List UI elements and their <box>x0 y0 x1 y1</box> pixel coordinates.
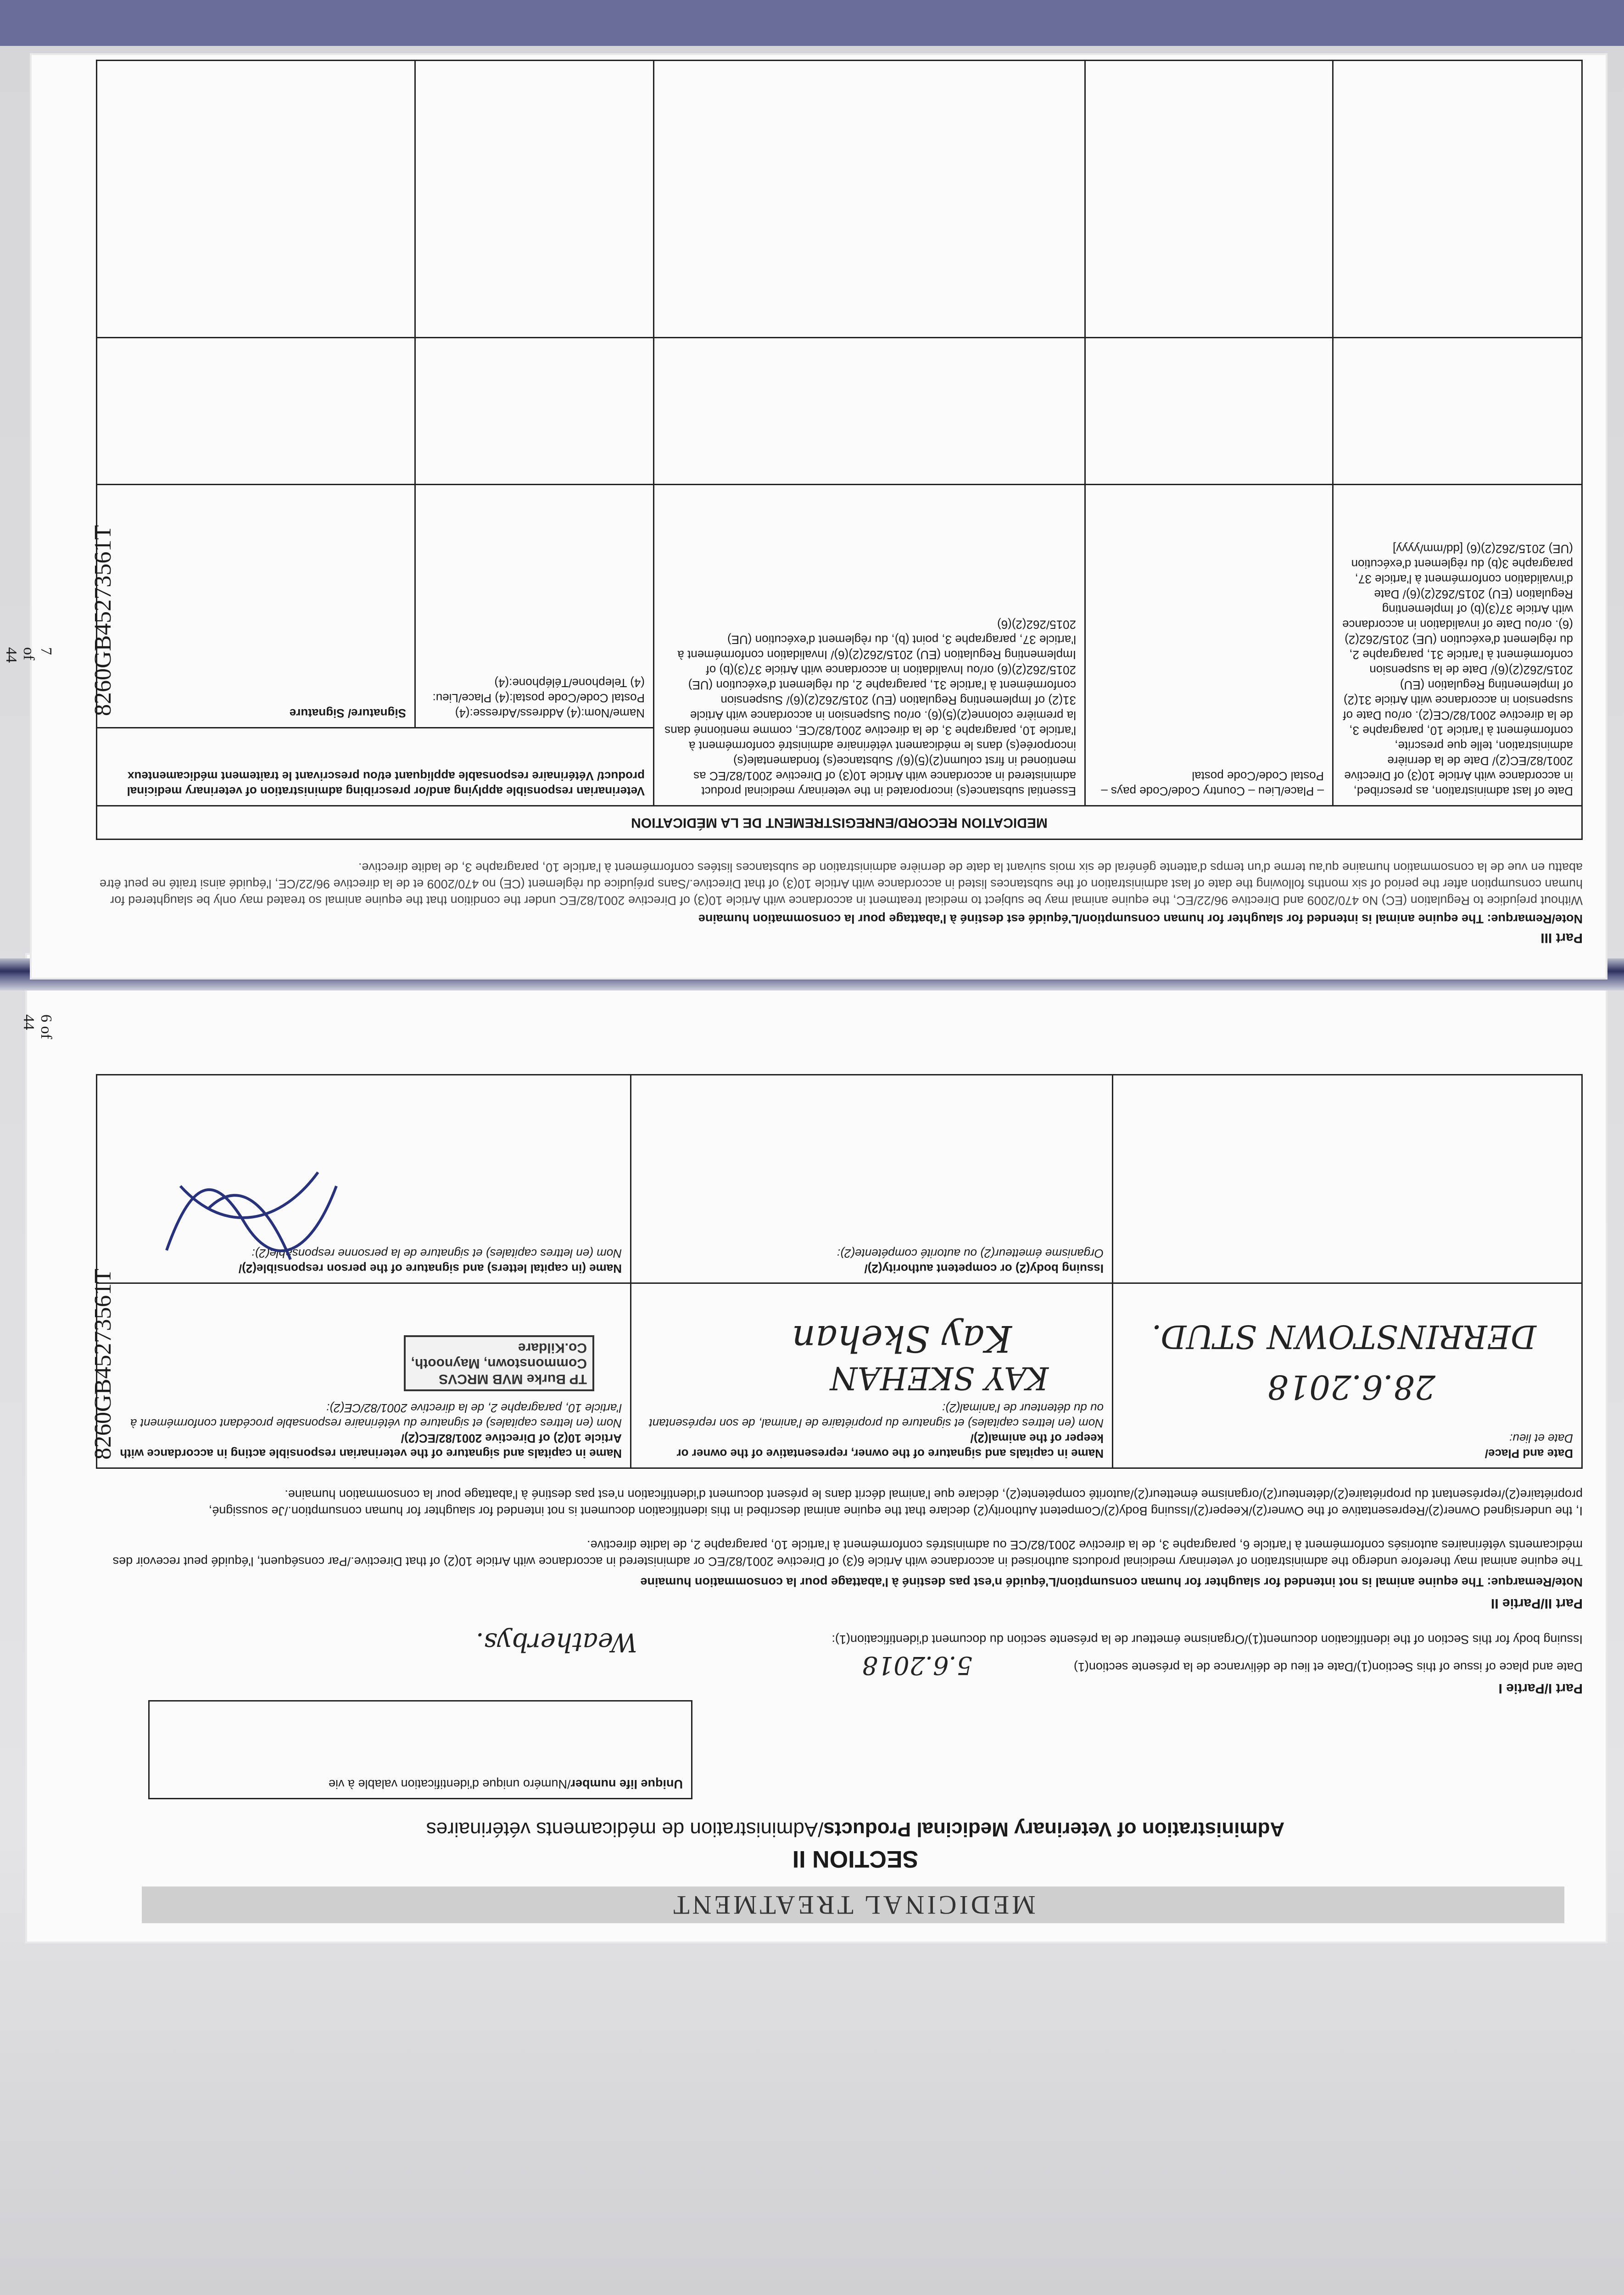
uln-label-fr: /Numéro unique d'identification valable à vie <box>328 1777 571 1791</box>
page-6-number: 6 of 44 <box>20 1014 55 1039</box>
section-title-en: Administration of Veterinary Medicinal Products <box>823 1818 1285 1841</box>
part2-note: Note/Remarque: The equine animal is not intended for slaughter for human consumption/L'équidé n'est pas destiné à l'abattage pour la consommation humaine <box>640 1575 1583 1589</box>
decl-place-value: DERRINSTOWN STUD. <box>1151 1318 1536 1355</box>
med-row-2-place <box>1086 61 1334 338</box>
part2-heading: Part II/Partie II <box>1490 1596 1583 1611</box>
med-col-substances: Essential substance(s) incorporated in the veterinary medicinal product administered in accordance with Article 10(3) of Directive 2001/82/EC as mentioned in first column(2)(5)(6)/ Substance(s) fondamentale(s) incorporée(s) dans le médicament vétérinaire administré conformément à l'article 10, paragraphe 3, de la directive 2001/82/CE, comme mentionné dans la première colonne(2)(5)(6). or/ou Suspension in accordance with Article 31(2) of Implementing Regulation (EU) 2015/262(2)(6)/ Suspension conformément à l'article 31, paragraphe 2, du règlement d'exécution (UE) 2015/262(2)(6) or/ou Invalidation in accordance with Article 37(3)(b) of Implementing Regulation (EU) 2015/262(2)(6)/ Invalidation conformément à l'article 37, paragraphe 3, point (b), du règlement d'exécution (UE) 2015/262(2)(6) <box>654 485 1086 806</box>
decl-owner-label-fr: Nom (en lettres capitales) et signature du propriétaire de l'animal, de son représentant ou du détenteur de l'animal(2): <box>649 1401 1104 1430</box>
stamp-line-2: Commonstown, Maynooth, <box>411 1356 587 1371</box>
declaration-table <box>96 1074 1583 1469</box>
decl-body-label-fr: Organisme émetteur(2) ou autorité compétente(2): <box>837 1247 1104 1260</box>
decl-body-header <box>631 1075 1113 1284</box>
decl-empty-cell <box>1113 1075 1581 1284</box>
med-row-1-date <box>1334 338 1581 485</box>
decl-owner-signature: Kay Skehan <box>792 1317 1012 1360</box>
part1-issuing-label: Issuing body for this Section of the identification document(1)/Organisme émetteur de la présente section du document d'identification(1): <box>832 1633 1583 1646</box>
section-title-fr: /Administration de médicaments vétérinaires <box>426 1818 824 1841</box>
med-row-1-signature <box>97 338 416 485</box>
part3-para: Without prejudice to Regulation (EC) No 470/2009 and Directive 96/22/EC, the equine animal may be subject to medical treatment in accordance with Article 10(3) of Directive 2001/82/EC under the condition that the equine animal so treated may only be slaughtered for human consumption after the period of six months following the date of last administration of the substances listed in accordance with Article 10(3) of that Directive./Sans préjudice du règlement (CE) no 470/2009 et de la directive 96/22/CE, l'équidé ainsi traité ne peut être abattu en vue de la consommation humaine qu'au terme d'un temps d'attente général de six mois suivant la date de dernière administration de substances listées conformément à l'article 10, paragraphe 3, de ladite directive. <box>100 861 1583 907</box>
part2-para1: The equine animal may therefore undergo the administration of veterinary medicinal products authorised in accordance with Article 6(3) of Directive 2001/82/EC or administered in accordance with Article 10(2) of that Directive./Par conséquent, l'équidé peut recevoir des médicaments vétérinaires autorisés conformément à l'article 6, paragraphe 3, de la directive 2001/82/CE ou administrés conformément à l'article 10, paragraphe 2, de ladite directive. <box>112 1538 1583 1568</box>
unique-life-number-box <box>148 1700 692 1799</box>
decl-date-label: Date and Place/ <box>1484 1447 1573 1461</box>
section-banner: MEDICINAL TREATMENT <box>142 1886 1564 1923</box>
part1-date-label: Date and place of issue of this Section(1)/Date et lieu de délivrance de la présente section(1) <box>1073 1660 1583 1674</box>
med-col-vet: Veterinarian responsible applying and/or prescribing administration of veterinary medicinal product/ Vétérinaire responsable appliquant et/ou prescrivant le traitement médicamenteux <box>97 728 654 806</box>
vet-stamp <box>404 1335 594 1391</box>
uln-side-label-page7: 8260GB45273561T <box>90 525 116 716</box>
page-7 <box>3 55 1606 978</box>
uln-side-label-page6: 8260GB45273561T <box>90 1269 116 1460</box>
unique-life-number-label <box>160 1776 683 1792</box>
med-row-2-signature <box>97 61 416 338</box>
med-col-place: – Place/Lieu – Country Code/Code pays – Postal Code/Code postal <box>1086 485 1334 806</box>
med-row-2-date <box>1334 61 1581 338</box>
med-col-vet-signature: Signature/ Signature <box>97 485 416 728</box>
decl-owner-label: Name in capitals and signature of the owner, representative of the owner or keeper of the animal(2)/ <box>676 1432 1104 1461</box>
page-7-number: 7 of 44 <box>3 647 55 663</box>
person-signature-scribble <box>153 1159 346 1278</box>
decl-owner-header <box>631 1284 1113 1467</box>
part3-heading: Part III <box>1540 930 1583 946</box>
decl-person-header <box>97 1075 631 1284</box>
page-6 <box>20 955 1606 1942</box>
decl-vet-label-fr: Nom (en lettres capitales) et signature du vétérinaire responsable procédant conformément à l'article 10, paragraphe 2, de la directive 2001/82/CE(2): <box>130 1401 622 1430</box>
med-row-2-substances <box>654 61 1086 338</box>
decl-date-header <box>1113 1284 1581 1467</box>
part2-para2: I, the undersigned Owner(2)/Representative of the Owner(2)/Keeper(2)/Issuing Body(2)/Competent Authority(2) declare that the equine animal described in this identification document is not intended for slaughter for human consumption./Je soussigné, propriétaire(2)/représentant du propriétaire(2)/détenteur(2)/organisme émetteur(2)/autorité compétente(2), déclare que l'animal décrit dans le présent document d'identification n'est pas destiné à l'abattage pour la consommation humaine. <box>208 1488 1583 1518</box>
med-row-2-vet <box>416 61 654 338</box>
section-title <box>105 1818 1606 1841</box>
section-number: SECTION II <box>792 1846 919 1872</box>
med-row-1-place <box>1086 338 1334 485</box>
part3-note: Note/Remarque: The equine animal is intended for slaughter for human consumption/L'équidé est destiné à l'abattage pour la consommation humaine <box>698 912 1583 926</box>
part1-issuing-value: Weatherbys. <box>475 1627 637 1657</box>
decl-person-label: Name (in capital letters) and signature of the person responsible(2)/ <box>238 1262 622 1276</box>
part1-date-value: 5.6.2018 <box>862 1651 972 1680</box>
med-record-title: MEDICATION RECORD/ENREGISTREMENT DE LA MÉDICATION <box>631 815 1048 830</box>
med-col-date: Date of last administration, as prescribed, in accordance with Article 10(3) of Directive 2001/82/EC(2)/ Date de la dernière administration, telle que prescrite, conformément à l'article 10, paragraphe 3, de la directive 2001/82/CE(2). or/ou Date of suspension in accordance with Article 31(2) of Implementing Regulation (EU) 2015/262(2)(6)/ Date de la suspension conformément à l'article 31, paragraphe 2, du règlement d'exécution (UE) 2015/262(2)(6). or/ou Date of invalidation in accordance with Article 37(3)(b) of Implementing Regulation (EU) 2015/262(2)(6)/ Date d'invalidation conformément à l'article 37, paragraphe 3(b) du règlement d'exécution (UE) 2015/262(2)(6) [dd/mm/yyyy] <box>1334 485 1581 806</box>
stamp-line-1: TP Burke MVB MRCVS <box>439 1371 587 1387</box>
stamp-line-3: Co.Kildare <box>518 1340 587 1355</box>
booklet-cover-edge <box>0 0 1624 46</box>
med-row-1-substances <box>654 338 1086 485</box>
decl-owner-name: KAY SKEHAN <box>830 1360 1049 1396</box>
decl-date-value: 28.6.2018 <box>1267 1368 1435 1406</box>
medication-record-table <box>96 60 1583 840</box>
uln-label-en: Unique life number <box>570 1777 683 1791</box>
decl-person-label-fr: Nom (en lettres capitales) et signature de la personne responsable(2): <box>251 1247 622 1260</box>
med-col-vet-name: Name/Nom:(4) Address/Adresse:(4) Postal Code/Code postal:(4) Place/Lieu:(4) Telephone/Téléphone:(4) <box>416 485 654 728</box>
decl-vet-label: Name in capitals and signature of the veterinarian responsible acting in accordance with Article 10(2) of Directive 2001/82/EC(2)/ <box>120 1432 622 1461</box>
decl-vet-header <box>97 1284 631 1467</box>
decl-body-label: Issuing body(2) or competent authority(2)/ <box>864 1262 1104 1276</box>
part1-heading: Part I/Partie I <box>1498 1681 1583 1696</box>
decl-date-label-fr: Date et lieu: <box>1509 1432 1573 1445</box>
med-row-1-vet <box>416 338 654 485</box>
